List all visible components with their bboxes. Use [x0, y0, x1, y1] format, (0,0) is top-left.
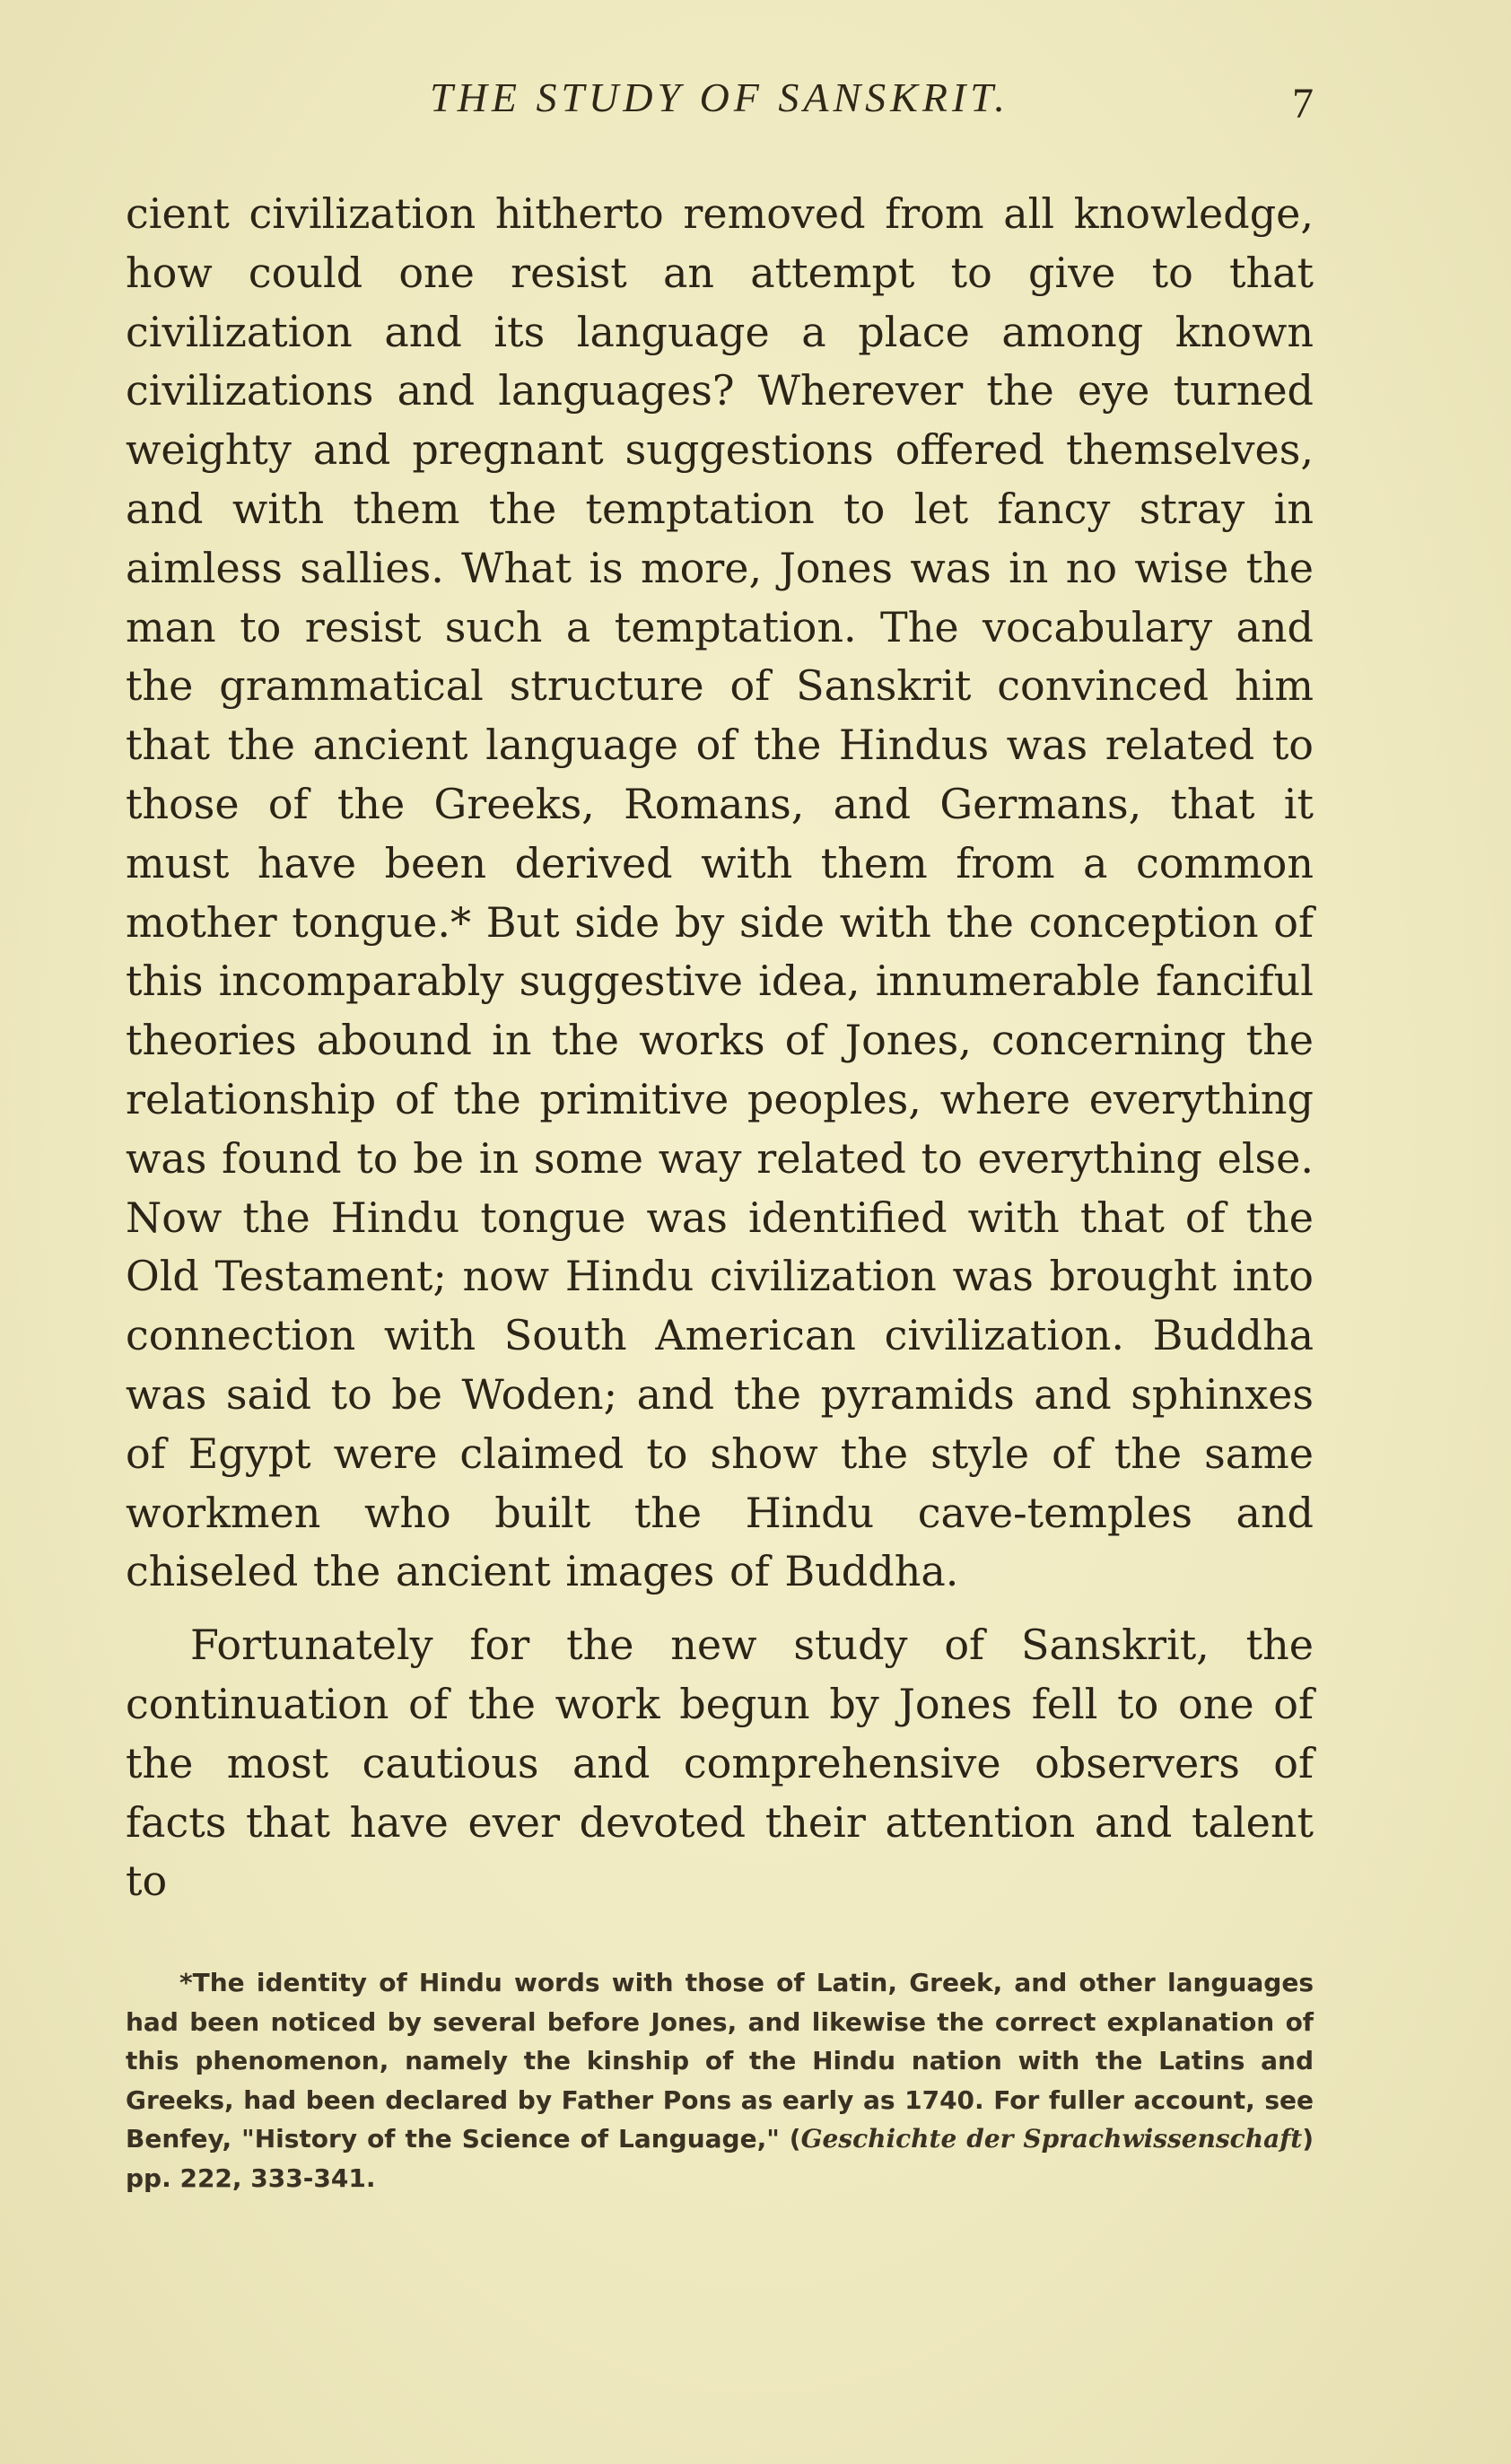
- footnote-title-italic: Geschichte der Sprachwissenschaft: [800, 2124, 1303, 2154]
- footnote-text: *The identity of Hindu words with those of Latin, Greek, and other languages had been noticed by several before Jones, and likewise the correct explanation of this phenomenon, namely the kinship of the Hindu nation with the Latins and Greeks, had been declared by Father Pons as early as 1740. For fuller account, see Benfey, "History of the Science of Language," (: [126, 1968, 1314, 2154]
- page-number: 7: [1292, 80, 1314, 127]
- running-head: [126, 74, 1314, 136]
- body-text: [126, 185, 1314, 1911]
- footnote-text-end: ) pp. 222, 333-341.: [126, 2124, 1314, 2193]
- footnote-paragraph: [126, 1963, 1314, 2198]
- paragraph-2: Fortunately for the new study of Sanskrit, the continuation of the work begun by Jones fell to one of the most cautious and comprehensive observers of facts that have ever devoted their attention and talent to: [126, 1621, 1314, 1906]
- paragraph-1: cient civilization hitherto removed from all knowledge, how could one resist an attempt to give to that civilization and its language a place among known civilizations and languages? Wherever the eye turned weighty and pregnant suggestions offered themselves, and with them the temptation to let fancy stray in aimless sallies. What is more, Jones was in no wise the man to resist such a temptation. The vocabulary and the grammatical structure of Sanskrit convinced him that the ancient language of the Hindus was related to those of the Greeks, Romans, and Germans, that it must have been derived with them from a common mother tongue.* But side by side with the conception of this incomparably suggestive idea, innumerable fanciful theories abound in the works of Jones, concerning the relationship of the primitive peoples, where everything was found to be in some way related to everything else. Now the Hindu tongue was identified with that of the Old Testament; now Hindu civilization was brought into connection with South American civilization. Buddha was said to be Woden; and the pyramids and sphinxes of Egypt were claimed to show the style of the same workmen who built the Hindu cave-temples and chiseled the ancient images of Buddha.: [126, 189, 1314, 1596]
- footnote: [126, 1963, 1314, 2198]
- running-title: THE STUDY OF SANSKRIT.: [430, 74, 1009, 120]
